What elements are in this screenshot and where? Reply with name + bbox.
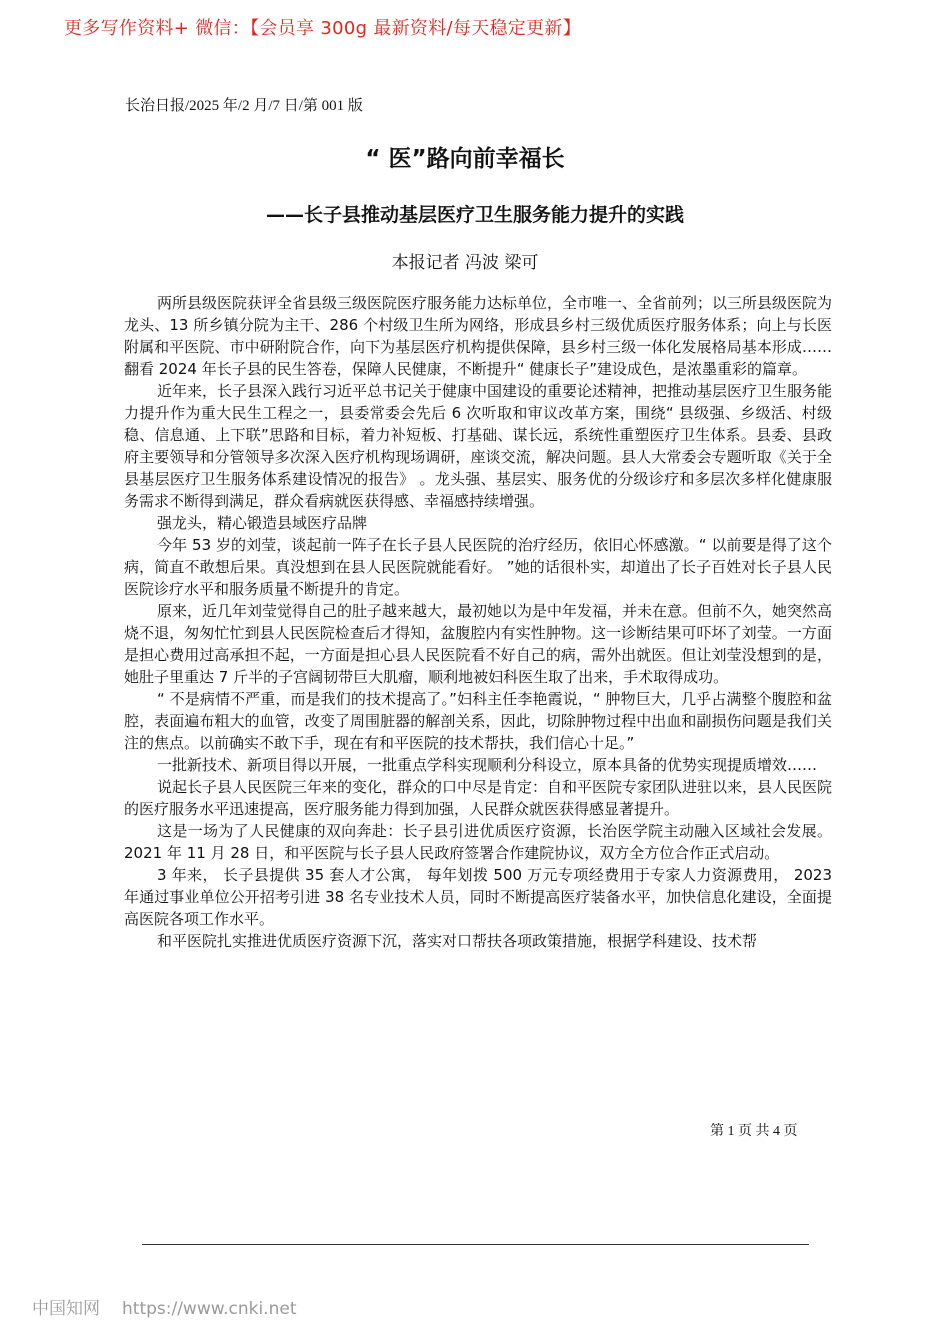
paragraph: 今年 53 岁的刘莹，谈起前一阵子在长子县人民医院的治疗经历，依旧心怀感激。“ 以前要是得了这个病，简直不敢想后果。真没想到在县人民医院就能看好。 ”她的话很朴实，却道出了长子百姓对长子县人民医院诊疗水平和服务质量不断提升的肯定。 — [124, 536, 832, 598]
paragraph: 和平医院扎实推进优质医疗资源下沉，落实对口帮扶各项政策措施，根据学科建设、技术帮 — [157, 932, 758, 950]
article-subtitle: ——长子县推动基层医疗卫生服务能力提升的实践 — [265, 204, 684, 226]
paragraph: 这是一场为了人民健康的双向奔赴：长子县引进优质医疗资源，长治医学院主动融入区域社会发展。2021 年 11 月 28 日，和平医院与长子县人民政府签署合作建院协议，双方全方位合作正式启动。 — [124, 822, 832, 862]
byline: 本报记者 冯波 梁可 — [391, 253, 539, 273]
article-body — [124, 292, 832, 952]
paragraph: “ 不是病情不严重，而是我们的技术提高了。”妇科主任李艳霞说，“ 肿物巨大，几乎占满整个腹腔和盆腔，表面遍布粗大的血管，改变了周围脏器的解剖关系，因此，切除肿物过程中出血和副损伤问题是我们关注的焦点。以前确实不敢下手，现在有和平医院的技术帮扶，我们信心十足。” — [124, 690, 832, 752]
watermark-url[interactable]: https://www.cnki.net — [122, 1299, 297, 1319]
section-heading: 强龙头，精心锻造县域医疗品牌 — [157, 514, 368, 532]
paragraph: 一批新技术、新项目得以开展，一批重点学科实现顺利分科设立，原本具备的优势实现提质增效…… — [157, 756, 818, 774]
promo-banner: 更多写作资料+ 微信：【会员享 300g 最新资料/每天稳定更新】 — [64, 18, 581, 39]
paragraph: 说起长子县人民医院三年来的变化，群众的口中尽是肯定：自和平医院专家团队进驻以来，县人民医院的医疗服务水平迅速提高，医疗服务能力得到加强，人民群众就医获得感显著提升。 — [124, 778, 833, 818]
footer-divider — [142, 1244, 809, 1245]
paragraph: 两所县级医院获评全省县级三级医院医疗服务能力达标单位，全市唯一、全省前列；以三所县级医院为龙头、13 所乡镇分院为主干、286 个村级卫生所为网络，形成县乡村三级优质医疗服务体系；向上与长医附属和平医院、市中研附院合作，向下为基层医疗机构提供保障，县乡村三级一体化发展格局基本形成……翻看 2024 年长子县的民生答卷，保障人民健康，不断提升“ 健康长子”建设成色，是浓墨重彩的篇章。 — [124, 294, 833, 378]
article-title: “ 医”路向前幸福长 — [365, 146, 565, 172]
page-indicator: 第 1 页 共 4 页 — [710, 1124, 798, 1139]
source-line: 长治日报/2025 年/2 月/7 日/第 001 版 — [125, 98, 363, 114]
paragraph: 近年来，长子县深入践行习近平总书记关于健康中国建设的重要论述精神，把推动基层医疗卫生服务能力提升作为重大民生工程之一，县委常委会先后 6 次听取和审议改革方案，围绕“ 县级强、乡级活、村级稳、信息通、上下联”思路和目标，着力补短板、打基础、谋长远，系统性重塑医疗卫生体系。县委、县政府主要领导和分管领导多次深入医疗机构现场调研，座谈交流，解决问题。县人大常委会专题听取《关于全县基层医疗卫生服务体系建设情况的报告》 。龙头强、基层实、服务优的分级诊疗和多层次多样化健康服务需求不断得到满足，群众看病就医获得感、幸福感持续增强。 — [124, 382, 833, 510]
watermark-site-name: 中国知网 — [32, 1299, 100, 1319]
paragraph: 原来，近几年刘莹觉得自己的肚子越来越大，最初她以为是中年发福，并未在意。但前不久，她突然高烧不退，匆匆忙忙到县人民医院检查后才得知，盆腹腔内有实性肿物。这一诊断结果可吓坏了刘莹。一方面是担心费用过高承担不起，一方面是担心县人民医院看不好自己的病，需外出就医。但让刘莹没想到的是，她肚子里重达 7 斤半的子宫阔韧带巨大肌瘤，顺利地被妇科医生取了出来，手术取得成功。 — [124, 602, 833, 686]
watermark — [32, 1294, 296, 1319]
paragraph: 3 年来， 长子县提供 35 套人才公寓， 每年划拨 500 万元专项经费用于专家人力资源费用， 2023 年通过事业单位公开招考引进 38 名专业技术人员，同时不断提高医疗装备水平，加快信息化建设，全面提高医院各项工作水平。 — [124, 866, 832, 928]
